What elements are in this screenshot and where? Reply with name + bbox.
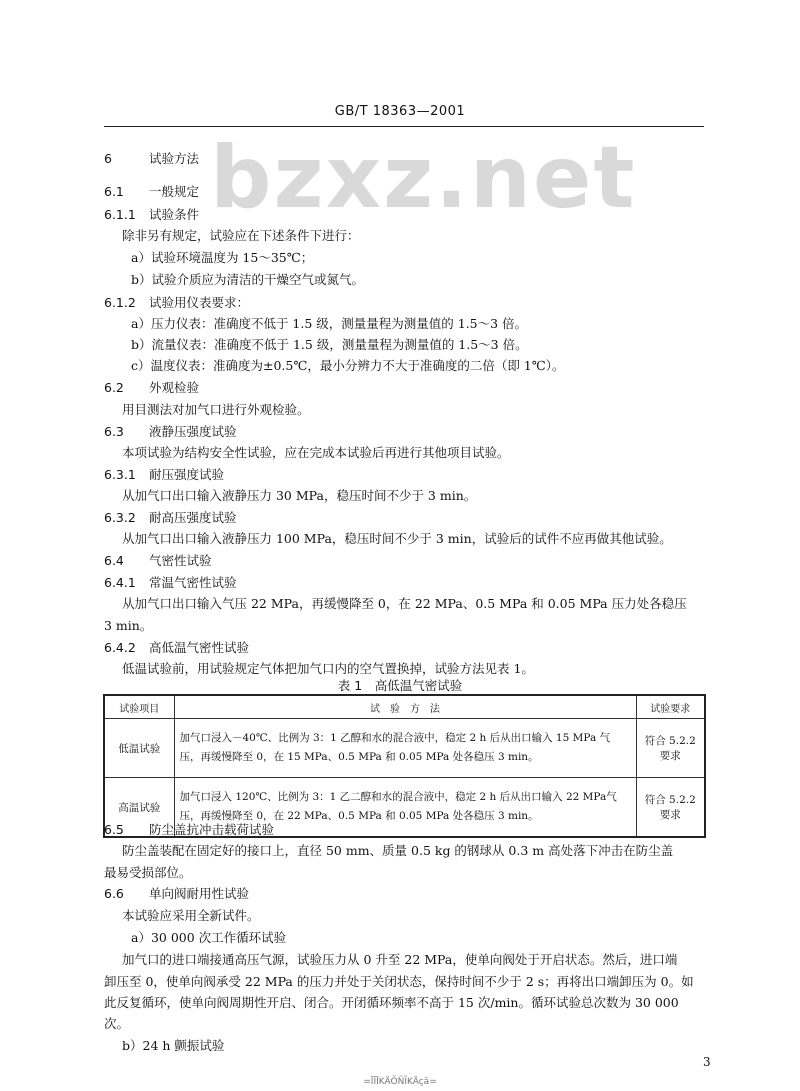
paragraph-line: 此反复循环，使单向阀周期性开启、闭合。开闭循环频率不高于 15 次/min。循环试验总次数为 30 000 xyxy=(104,995,679,1010)
section-6-4-heading: 6.4 气密性试验 xyxy=(104,553,212,568)
table-caption: 表 1 高低温气密试验 xyxy=(337,678,463,693)
table-header-cell: 试验要求 xyxy=(636,695,705,719)
list-item: b）24 h 颤振试验 xyxy=(122,1038,225,1053)
footer-text: =ĪĪĪKÄÕÑĨKÄçä= xyxy=(363,1077,437,1087)
section-6-1-heading: 6.1 一般规定 xyxy=(104,184,200,199)
section-6-6-heading: 6.6 单向阀耐用性试验 xyxy=(104,886,250,901)
table-1 xyxy=(103,694,706,838)
table-cell-method: 加气口浸入－40℃、比例为 3：1 乙醇和水的混合液中，稳定 2 h 后从出口输入 15 MPa 气压，再缓慢降至 0，在 15 MPa、0.5 MPa 和 0.05 MPa 处各稳压 3 min。 xyxy=(174,719,636,778)
page-header: GB/T 18363—2001 xyxy=(334,104,466,119)
table-cell-requirement: 符合 5.2.2 要求 xyxy=(636,778,705,838)
section-6-2-heading: 6.2 外观检验 xyxy=(104,380,200,395)
paragraph-line: 低温试验前，用试验规定气体把加气口内的空气置换掉，试验方法见表 1。 xyxy=(122,661,534,676)
paragraph-line: 从加气口出口输入气压 22 MPa，再缓慢降至 0，在 22 MPa、0.5 MPa 和 0.05 MPa 压力处各稳压 xyxy=(122,596,687,611)
paragraph-line: 卸压至 0，使单向阀承受 22 MPa 的压力并处于关闭状态，保持时间不少于 2 s；再将出口端卸压为 0。如 xyxy=(104,974,694,989)
paragraph-line: 最易受损部位。 xyxy=(104,865,192,880)
section-6-4-2-heading: 6.4.2 高低温气密性试验 xyxy=(104,640,250,655)
table-cell-item: 低温试验 xyxy=(104,719,174,778)
section-6-heading: 6 试验方法 xyxy=(104,151,200,166)
table-cell-method: 加气口浸入 120℃、比例为 3：1 乙二醇和水的混合液中，稳定 2 h 后从出口输入 22 MPa气压，再缓慢降至 0，在 22 MPa、0.5 MPa 和 0.05 MPa 处各稳压 3 min。 xyxy=(174,778,636,838)
paragraph-line: 用目测法对加气口进行外观检验。 xyxy=(122,402,310,417)
list-item: a）试验环境温度为 15～35℃； xyxy=(131,250,314,265)
table-header-row xyxy=(104,695,705,719)
list-item: c）温度仪表：准确度为±0.5℃，最小分辨力不大于准确度的二倍（即 1℃）。 xyxy=(131,358,565,373)
paragraph-line: 次。 xyxy=(104,1016,130,1031)
page-number: 3 xyxy=(703,1055,711,1069)
section-6-4-1-heading: 6.4.1 常温气密性试验 xyxy=(104,575,237,590)
paragraph-line: 防尘盖装配在固定好的接口上，直径 50 mm、质量 0.5 kg 的钢球从 0.3 m 高处落下冲击在防尘盖 xyxy=(122,843,674,858)
paragraph-line: 本试验应采用全新试件。 xyxy=(122,908,260,923)
section-6-1-2-heading: 6.1.2 试验用仪表要求： xyxy=(104,295,250,310)
section-6-3-2-heading: 6.3.2 耐高压强度试验 xyxy=(104,510,237,525)
paragraph-line: 从加气口出口输入液静压力 100 MPa，稳压时间不少于 3 min，试验后的试件不应再做其他试验。 xyxy=(122,531,672,546)
paragraph-line: 除非另有规定，试验应在下述条件下进行： xyxy=(122,228,360,243)
list-item: a）压力仪表：准确度不低于 1.5 级，测量量程为测量值的 1.5～3 倍。 xyxy=(131,316,528,331)
paragraph-line: 加气口的进口端接通高压气源，试验压力从 0 升至 22 MPa，使单向阀处于开启状态。然后，进口端 xyxy=(122,952,678,967)
table-header-cell: 试 验 方 法 xyxy=(174,695,636,719)
header-rule xyxy=(104,126,704,127)
section-6-3-1-heading: 6.3.1 耐压强度试验 xyxy=(104,467,225,482)
table-cell-requirement: 符合 5.2.2 要求 xyxy=(636,719,705,778)
list-item: b）流量仪表：准确度不低于 1.5 级，测量量程为测量值的 1.5～3 倍。 xyxy=(131,337,528,352)
table-cell-item: 高温试验 xyxy=(104,778,174,838)
table-header-cell: 试验项目 xyxy=(104,695,174,719)
list-item: a）30 000 次工作循环试验 xyxy=(131,930,287,945)
section-6-1-1-heading: 6.1.1 试验条件 xyxy=(104,207,200,222)
table-row xyxy=(104,719,705,778)
watermark: bzxz.net xyxy=(210,128,637,228)
paragraph-line: 3 min。 xyxy=(104,618,153,633)
section-6-3-heading: 6.3 液静压强度试验 xyxy=(104,424,237,439)
paragraph-line: 本项试验为结构安全性试验，应在完成本试验后再进行其他项目试验。 xyxy=(122,445,510,460)
list-item: b）试验介质应为清洁的干燥空气或氮气。 xyxy=(131,272,365,287)
section-6-5-heading: 6.5 防尘盖抗冲击载荷试验 xyxy=(104,822,275,837)
paragraph-line: 从加气口出口输入液静压力 30 MPa，稳压时间不少于 3 min。 xyxy=(122,488,477,503)
